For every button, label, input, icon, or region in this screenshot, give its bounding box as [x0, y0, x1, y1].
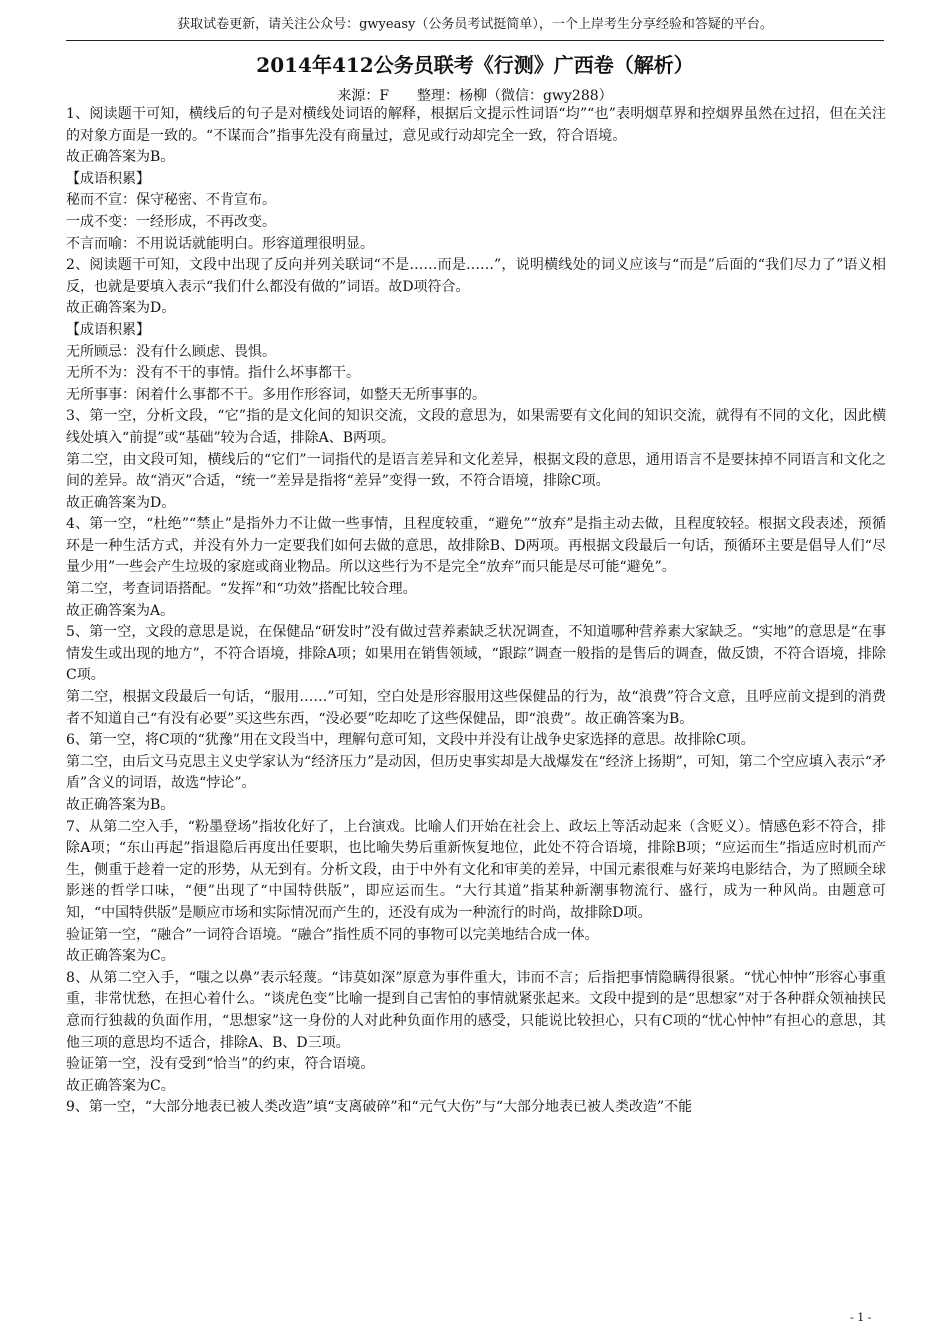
- paragraph: 验证第一空，“融合”一词符合语境。“融合”指性质不同的事物可以完美地结合成一体。: [66, 926, 599, 943]
- paragraph: 9、第一空，“大部分地表已被人类改造”填“支离破碎”和“元气大伤”与“大部分地表已被人类改造”不能: [66, 1099, 693, 1116]
- paragraph: 故正确答案为C。: [66, 1077, 175, 1094]
- paragraph: 故正确答案为D。: [66, 300, 176, 317]
- paragraph: 无所不为：没有不干的事情。指什么坏事都干。: [66, 365, 360, 382]
- page-number: - 1 -: [850, 1311, 872, 1324]
- paragraph: 无所顾忌：没有什么顾虑、畏惧。: [66, 343, 276, 360]
- paragraph: 故正确答案为A。: [66, 602, 175, 619]
- paragraph: 不言而喻：不用说话就能明白。形容道理很明显。: [66, 235, 374, 252]
- paragraph: 验证第一空，没有受到“恰当”的约束，符合语境。: [66, 1056, 375, 1073]
- paragraph: 故正确答案为D。: [66, 494, 176, 511]
- paragraph: 7、从第二空入手，“粉墨登场”指妆化好了，上台演戏。比喻人们开始在社会上、政坛上等活动起来（含贬义）。情感色彩不符合，排除A项；“东山再起”指退隐后再度出任要职，也比喻失势后重新恢复地位，此处不符合语境，排除B项；“应运而生”指适应时机而产生，侧重于趁着一定的形势，从无到有。分析文段，由于中外有文化和审美的差异，中国元素很难与好莱坞电影结合，为了照顾全球影迷的哲学口味，“便”出现了“中国特供版”，即应运而生。“大行其道”指某种新潮事物流行、盛行，成为一种风尚。由题意可知，“中国特供版”是顺应市场和实际情况而产生的，还没有成为一种流行的时尚，故排除D项。: [66, 818, 886, 921]
- paragraph: 故正确答案为B。: [66, 797, 175, 813]
- paragraph: 第二空，考查词语搭配。“发挥”和“功效”搭配比较合理。: [66, 581, 417, 598]
- document-body: [66, 104, 886, 1119]
- paragraph: 故正确答案为C。: [66, 948, 175, 965]
- paragraph: 第二空，由后文马克思主义史学家认为“经济压力”是动因，但历史事实却是大战爆发在“经济上扬期”，可知，第二个空应填入表示“矛盾”含义的词语，故选“悖论”。: [66, 753, 886, 792]
- paragraph: 【成语积累】: [66, 170, 150, 187]
- paragraph: 故正确答案为B。: [66, 149, 175, 166]
- paragraph: 3、第一空，分析文段，“它”指的是文化间的知识交流，文段的意思为，如果需要有文化间的知识交流，就得有不同的文化，因此横线处填入“前提”或“基础”较为合适，排除A、B两项。: [66, 408, 886, 446]
- document-source-line: 来源：F 整理：杨柳（微信：gwy288）: [337, 88, 613, 104]
- paragraph: 【成语积累】: [66, 321, 150, 338]
- paragraph: 8、从第二空入手，“嗤之以鼻”表示轻蔑。“讳莫如深”原意为事件重大，讳而不言；后指把事情隐瞒得很紧。“忧心忡忡”形容心事重重，非常忧愁，在担心着什么。“谈虎色变”比喻一提到自己害怕的事情就紧张起来。文段中提到的是“思想家”对于各种群众领袖挟民意而行独裁的负面作用，“思想家”这一身份的人对此种负面作用的感受，只能说比较担心，只有C项的“忧心忡忡”有担心的意思，其他三项的意思均不适合，排除A、B、D三项。: [66, 969, 886, 1051]
- paragraph: 第二空，根据文段最后一句话，“服用……”可知，空白处是形容服用这些保健品的行为，故“浪费”符合文意，且呼应前文提到的消费者不知道自己“有没有必要”买这些东西，“没必要”吃却吃了这些保健品，即“浪费”。故正确答案为B。: [66, 689, 886, 727]
- paragraph: 4、第一空，“杜绝”“禁止”是指外力不让做一些事情，且程度较重，“避免”“放弃”是指主动去做，且程度较轻。根据文段表述，预循环是一种生活方式，并没有外力一定要我们如何去做的意思，故排除B、D两项。再根据文段最后一句话，预循环主要是倡导人们“尽量少用”一些会产生垃圾的家庭或商业物品。所以这些行为不是完全“放弃”而只能是尽可能“避免”。: [66, 516, 886, 576]
- paragraph: 6、第一空，将C项的“犹豫”用在文段当中，理解句意可知，文段中并没有让战争史家选择的意思。故排除C项。: [66, 732, 755, 749]
- paragraph: 一成不变：一经形成，不再改变。: [66, 213, 276, 230]
- paragraph: 5、第一空，文段的意思是说，在保健品“研发时”没有做过营养素缺乏状况调查，不知道哪种营养素大家缺乏。“实地”的意思是“在事情发生或出现的地方”，不符合语境，排除A项；如果用在销售领域，“跟踪”调查一般指的是售后的调查，做反馈，不符合语境，排除C项。: [66, 624, 886, 684]
- paragraph: 2、阅读题干可知，文段中出现了反向并列关联词“不是……而是……”，说明横线处的词义应该与“而是”后面的“我们尽力了”语义相反，也就是要填入表示“我们什么都没有做的”词语。故D项符合。: [66, 257, 886, 295]
- paragraph: 1、阅读题干可知，横线后的句子是对横线处词语的解释，根据后文提示性词语“均”“也”表明烟草界和控烟界虽然在过招，但在关注的对象方面是一致的。“不谋而合”指事先没有商量过，意见或行动却完全一致，符合语境。: [66, 106, 886, 144]
- header-divider: [66, 40, 884, 41]
- header-promo-note: 获取试卷更新，请关注公众号：gwyeasy（公务员考试挺简单），一个上岸考生分享经验和答疑的平台。: [177, 17, 773, 32]
- document-title: 2014年412公务员联考《行测》广西卷（解析）: [256, 53, 694, 77]
- paragraph: 无所事事：闲着什么事都不干。多用作形容词，如整天无所事事的。: [66, 386, 486, 403]
- paragraph: 秘而不宣：保守秘密、不肯宣布。: [66, 192, 276, 209]
- paragraph: 第二空，由文段可知，横线后的“它们”一词指代的是语言差异和文化差异，根据文段的意思，通用语言不是要抹掉不同语言和文化之间的差异。故“消灭”合适，“统一”差异是指将“差异”变得一致，不符合语境，排除C项。: [66, 451, 886, 490]
